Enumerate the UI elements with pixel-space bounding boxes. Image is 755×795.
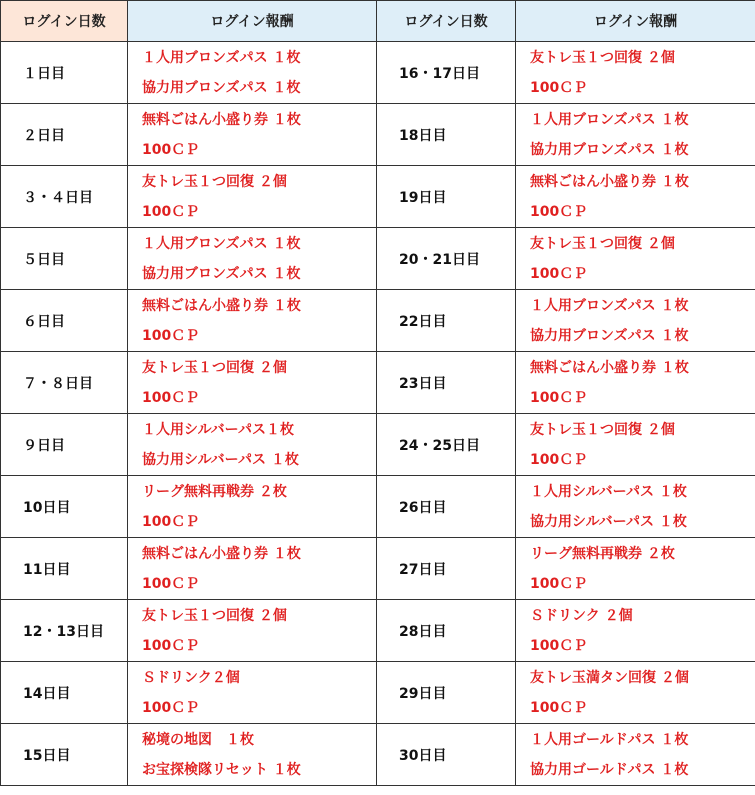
reward-line: 100ＣＰ [530,265,588,282]
reward-line: 無料ごはん小盛り券 １枚 [142,545,301,562]
login-day-cell: 19日目 [377,166,516,228]
reward-line: リーグ無料再戦券 ２枚 [530,545,675,562]
reward-cell [516,414,755,476]
login-day-cell: ９日目 [1,414,128,476]
login-day-cell: ３・４日目 [1,166,128,228]
reward-line: 友トレ玉１つ回復 ２個 [530,421,675,438]
reward-line: 100ＣＰ [530,699,588,716]
login-day-cell: 18日目 [377,104,516,166]
reward-cell [516,662,755,724]
table-row [1,414,755,476]
table-row [1,724,755,786]
reward-line: 100ＣＰ [142,389,200,406]
login-day-cell: １日目 [1,42,128,104]
reward-line: 100ＣＰ [530,451,588,468]
table-row [1,476,755,538]
login-day-cell: 26日目 [377,476,516,538]
reward-cell [516,228,755,290]
reward-line: 100ＣＰ [142,513,200,530]
reward-line: １人用ブロンズパス １枚 [530,111,689,128]
login-day-cell: 20・21日目 [377,228,516,290]
reward-line: 100ＣＰ [530,637,588,654]
reward-line: 無料ごはん小盛り券 １枚 [142,111,301,128]
reward-cell [516,290,755,352]
login-day-cell: ２日目 [1,104,128,166]
login-day-cell: 11日目 [1,538,128,600]
login-day-cell: ６日目 [1,290,128,352]
reward-cell [128,662,377,724]
reward-line: リーグ無料再戦券 ２枚 [142,483,287,500]
reward-line: 100ＣＰ [530,203,588,220]
reward-cell [128,228,377,290]
reward-line: 100ＣＰ [142,203,200,220]
login-day-cell: 28日目 [377,600,516,662]
reward-line: 協力用ブロンズパス １枚 [142,265,301,282]
reward-line: 100ＣＰ [530,389,588,406]
reward-line: １人用ブロンズパス １枚 [530,297,689,314]
reward-line: 友トレ玉満タン回復 ２個 [530,669,689,686]
reward-line: 100ＣＰ [142,327,200,344]
reward-line: 友トレ玉１つ回復 ２個 [142,359,287,376]
login-day-cell: 15日目 [1,724,128,786]
reward-line: 協力用ブロンズパス １枚 [530,141,689,158]
reward-cell [128,538,377,600]
reward-line: Ｓドリンク２個 [142,669,240,686]
reward-cell [128,724,377,786]
reward-cell [516,104,755,166]
login-day-cell: 12・13日目 [1,600,128,662]
header-row [1,1,755,42]
reward-line: Ｓドリンク ２個 [530,607,633,624]
reward-cell [516,724,755,786]
reward-line: 100ＣＰ [530,79,588,96]
table-row [1,538,755,600]
reward-cell [128,166,377,228]
reward-line: 協力用ブロンズパス １枚 [142,79,301,96]
reward-line: １人用ブロンズパス １枚 [142,49,301,66]
reward-cell [128,600,377,662]
reward-line: 友トレ玉１つ回復 ２個 [142,173,287,190]
reward-cell [516,352,755,414]
header-login-days: ログイン日数 [1,1,128,42]
reward-line: 協力用シルバーパス １枚 [142,451,299,468]
reward-line: 100ＣＰ [142,141,200,158]
table-row [1,290,755,352]
login-day-cell: 27日目 [377,538,516,600]
reward-line: 100ＣＰ [142,699,200,716]
reward-line: １人用ゴールドパス １枚 [530,731,689,748]
reward-line: 100ＣＰ [530,575,588,592]
reward-cell [516,476,755,538]
reward-line: 無料ごはん小盛り券 １枚 [142,297,301,314]
reward-rows [1,42,755,786]
login-day-cell: ７・８日目 [1,352,128,414]
table-row [1,166,755,228]
login-day-cell: ５日目 [1,228,128,290]
reward-line: 協力用ブロンズパス １枚 [530,327,689,344]
reward-cell [128,290,377,352]
reward-line: 100ＣＰ [142,637,200,654]
header-login-reward-2: ログイン報酬 [516,1,755,42]
reward-line: 友トレ玉１つ回復 ２個 [530,49,675,66]
reward-line: 友トレ玉１つ回復 ２個 [142,607,287,624]
reward-line: １人用ブロンズパス １枚 [142,235,301,252]
table-row [1,600,755,662]
reward-line: 協力用ゴールドパス １枚 [530,761,689,778]
login-day-cell: 24・25日目 [377,414,516,476]
reward-line: 100ＣＰ [142,575,200,592]
table-row [1,228,755,290]
reward-cell [516,42,755,104]
reward-cell [516,600,755,662]
reward-line: お宝探検隊リセット １枚 [142,761,301,778]
reward-cell [516,166,755,228]
reward-cell [128,414,377,476]
header-login-reward: ログイン報酬 [128,1,377,42]
reward-line: １人用シルバーパス１枚 [142,421,294,438]
header-login-days-2: ログイン日数 [377,1,516,42]
login-day-cell: 23日目 [377,352,516,414]
reward-line: １人用シルバーパス １枚 [530,483,687,500]
reward-line: 無料ごはん小盛り券 １枚 [530,173,689,190]
reward-line: 友トレ玉１つ回復 ２個 [530,235,675,252]
login-day-cell: 16・17日目 [377,42,516,104]
table-row [1,352,755,414]
reward-line: 秘境の地図 １枚 [142,731,254,748]
table-row [1,104,755,166]
login-day-cell: 10日目 [1,476,128,538]
login-day-cell: 30日目 [377,724,516,786]
table-row [1,42,755,104]
reward-cell [128,42,377,104]
login-day-cell: 22日目 [377,290,516,352]
reward-line: 無料ごはん小盛り券 １枚 [530,359,689,376]
table-row [1,662,755,724]
reward-cell [128,476,377,538]
reward-cell [128,352,377,414]
reward-cell [516,538,755,600]
reward-cell [128,104,377,166]
reward-line: 協力用シルバーパス １枚 [530,513,687,530]
login-day-cell: 29日目 [377,662,516,724]
login-day-cell: 14日目 [1,662,128,724]
